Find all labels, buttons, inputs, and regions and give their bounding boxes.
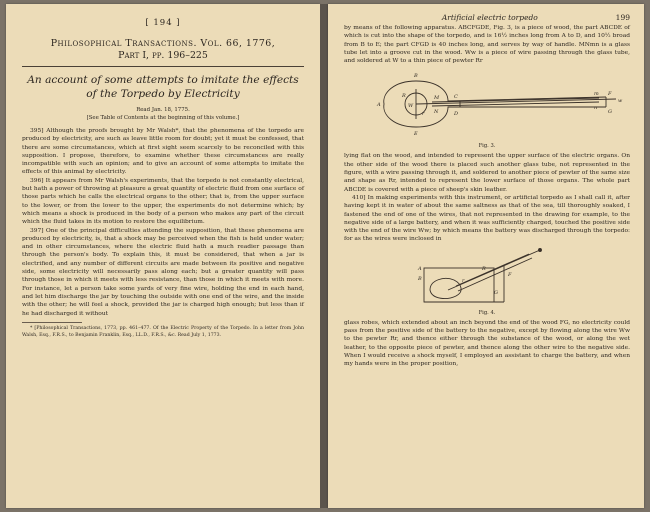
right-page xyxy=(328,4,644,508)
fig4-drawing xyxy=(344,246,630,308)
fig4-label: F xyxy=(508,271,512,278)
figure-4 xyxy=(344,246,630,308)
read-date: Read Jan. 18, 1775. xyxy=(136,107,190,113)
fig3-caption: Fig. 3. xyxy=(478,143,496,150)
fig3-label: C xyxy=(454,94,458,101)
journal-name: Philosophical Transactions. xyxy=(50,38,197,49)
footnote: * [Philosophical Transactions, 1773, pp. 461–477. Of the Electric Property of the Torpedo. In a letter from John Walsh, Esq., F.R.S., to Benjamin Franklin, Esq., LL.D., F.R.S., &c. Read July 1, 1773. xyxy=(22,325,304,338)
paragraph-apparatus: by means of the following apparatus. ABCFGDE, Fig. 3, is a piece of wood, the part ABCDE of which is cut into the shape of the torpedo, and is 16½ inches long from A to D, and 10½ broad from B to E; the part CFGD is 40 inches long, and serves by way of handle. MNmn is a glass tube let into a groove cut in the wood. Ww is a piece of wire passing through the glass tube, and soldered at W to a thin piece of pewter Rr xyxy=(344,25,630,65)
footnote-rule xyxy=(22,322,82,323)
fig3-label: A xyxy=(377,102,381,109)
page-number-right: 199 xyxy=(615,13,630,22)
fig3-label: M xyxy=(434,95,440,102)
fig3-label: n xyxy=(594,105,598,112)
right-body xyxy=(344,24,630,65)
fig4-label: G xyxy=(494,289,498,296)
book-gutter xyxy=(320,4,328,508)
paragraph-397: 397] One of the principal difficulties attending the supposition, that these phenomena are produced by electricity, is, that a shock may be perceived when the fish is held under water; and in other circumstances, where the electric fluid hath a much readier passage than through the person's body. To explain this, it must be considered, that when a jar is electrified, and any number of different circuits are made between its positive and negative side, some electricity will necessarily pass along each; but a greater quantity will pass through those in which it meets with less resistance, than those in which it meets with more. For instance, let a person take some yards of very fine wire, holding the end in each hand, and let him discharge the jar by touching the outside with one end of the wire, and the inside with the other; he will feel a shock, provided the jar is charged high enough; but less than if he had discharged it without xyxy=(22,227,304,317)
fig3-label: W xyxy=(408,103,414,110)
fig3-label: F xyxy=(608,91,612,98)
torpedo-in-water xyxy=(430,278,461,298)
fig3-drawing xyxy=(344,67,630,141)
toc-note: [See Table of Contents at the beginning of this volume.] xyxy=(86,115,240,121)
right-body-3 xyxy=(344,319,630,369)
left-body xyxy=(22,127,304,318)
fig4-label: r xyxy=(462,277,465,284)
article-title: An account of some attempts to imitate the effects of the Torpedo by Electricity xyxy=(27,74,299,100)
journal-part: Part I, pp. 196–225 xyxy=(118,50,208,61)
fig3-label: m xyxy=(594,91,599,98)
header-rule xyxy=(22,66,304,67)
fig3-label: D xyxy=(454,111,459,118)
running-title: Artificial electric torpedo xyxy=(441,13,538,22)
fig4-caption: Fig. 4. xyxy=(478,309,496,316)
fig4-label: A xyxy=(418,265,422,272)
journal-volume: Vol. 66, 1776, xyxy=(200,38,276,49)
fig4-label: B xyxy=(418,275,422,282)
right-body-2 xyxy=(344,152,630,243)
fig3-label: R xyxy=(402,93,406,100)
paragraph-395: 395] Although the proofs brought by Mr Walsh*, that the phenomena of the torpedo are produced by electricity, are such as leave little room for doubt; yet it must be confessed, that there are some circumstances, which at first sight seem scarcely to be reconciled with this supposition. I propose, therefore, to examine whether these circumstances are really incompatible with such an opinion; and to give an account of some attempts to imitate the effects of this animal by electricity. xyxy=(22,128,304,176)
fig3-label: w xyxy=(618,98,623,105)
journal-header xyxy=(22,37,304,50)
fig3-label: N xyxy=(434,109,439,116)
fig4-label: R xyxy=(482,265,486,272)
fig3-label: E xyxy=(414,131,418,138)
paragraph-396: 396] It appears from Mr Walsh's experiments, that the torpedo is not constantly electrical, but hath a power of throwing at pleasure a great quantity of electric fluid from one surface of those parts which he calls the electrical organs to the other; that is, from the upper surface to the lower, or from the lower to the upper, the experiments do not determine which; by which means a shock is produced in the body of a person who makes any part of the circuit which the fluid takes in its motion to restore the equilibrium. xyxy=(22,177,304,226)
paragraph-410: 410] In making experiments with this instrument, or artificial torpedo as I shall call it, after having kept it in water of about the same saltness as that of the sea, till thoroughly soaked, I fastened the end of one of the wires, that not represented in the drawing for example, to the negative side of a large battery, and when it was sufficiently charged, touched the positive side with the end of the wire Ww; by which means the battery was discharged through the torpedo: for as the wires were inclosed in xyxy=(344,194,630,243)
paragraph-lying: lying flat on the wood, and intended to represent the upper surface of the electric organs. On the other side of the wood there is placed such another glass tube, not represented in the figure, with a wire passing through it, and soldered to another piece of pewter of the same size and shape as Rr, intended to represent the lower surface of those organs. The whole part ABCDE is covered with a piece of sheep's skin leather. xyxy=(344,153,630,193)
fig3-label: r xyxy=(422,111,425,118)
figure-3 xyxy=(344,67,630,141)
page-number: [ 194 ] xyxy=(145,18,181,28)
paragraph-glass: glass robes, which extended about an inch beyond the end of the wood FG, no electricity could pass from the positive side of the battery to the negative, except by flowing along the wire Ww to the pewter Rr, and thence either through the substance of the wood, or along the wet leather, to the opposite piece of pewter, and thence along the other wire to the negative side. When I would receive a shock myself, I employed an assistant to charge the battery, and when my hands were in the proper position, xyxy=(344,319,630,368)
running-header xyxy=(344,13,630,22)
fig3-label: G xyxy=(608,109,612,116)
left-page xyxy=(6,4,320,508)
fig3-label: B xyxy=(414,73,418,80)
